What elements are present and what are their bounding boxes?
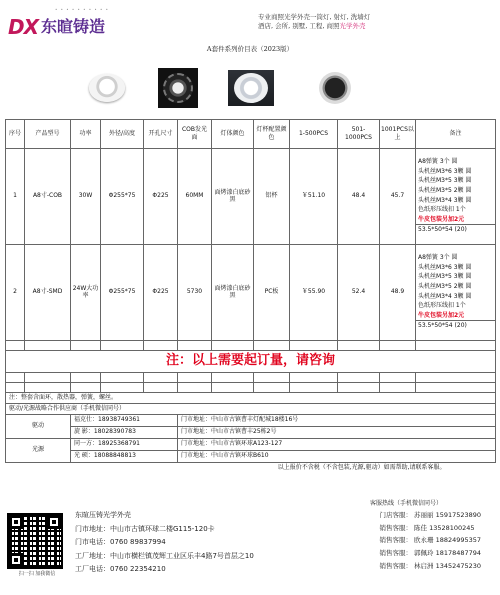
sales-phone: 15917523890 bbox=[435, 511, 482, 519]
row-power: 24W大功率 bbox=[71, 244, 101, 340]
row-power: 30W bbox=[71, 148, 101, 244]
row-cup-color: 铝杯 bbox=[254, 148, 290, 244]
sales-role: 销售客服： bbox=[379, 536, 412, 545]
sales-role: 门店客服： bbox=[379, 511, 412, 519]
hotline-title: 客服热线（手机微信同号） bbox=[370, 500, 443, 507]
table-row bbox=[6, 244, 496, 340]
driver-label: 驱动 bbox=[6, 414, 71, 438]
sales-contacts bbox=[370, 509, 498, 573]
sales-name: 陈佳 bbox=[414, 523, 427, 532]
price-note-row bbox=[6, 462, 496, 473]
sales-contact bbox=[370, 522, 498, 535]
row-body-color: 面烤漆白底砂黑 bbox=[212, 148, 254, 244]
header bbox=[0, 0, 500, 48]
sales-contact bbox=[370, 509, 498, 522]
row-notes bbox=[416, 148, 496, 244]
header-power: 功率 bbox=[71, 119, 101, 148]
row-price-1: ￥55.90 bbox=[290, 244, 338, 340]
header-cup-color: 灯杯配置颜色 bbox=[254, 119, 290, 148]
header-no: 序号 bbox=[6, 119, 25, 148]
sales-role: 销售客服： bbox=[379, 549, 412, 558]
partner-contact: 同一方：18925368791 bbox=[71, 438, 178, 450]
footnote-row bbox=[6, 392, 496, 403]
row-cutout: Φ225 bbox=[144, 244, 178, 340]
row-price-3: 45.7 bbox=[380, 148, 416, 244]
note-line: 头机丝M3*5 3颗 圆 bbox=[418, 273, 472, 281]
sales-phone: 13528100245 bbox=[429, 523, 475, 532]
empty-row bbox=[6, 382, 496, 392]
order-note-row bbox=[6, 350, 496, 372]
partner-row bbox=[6, 438, 496, 450]
wechat-qr-block bbox=[7, 508, 67, 588]
slogan-line-1: 专业商照光学外壳一筒灯, 射灯, 洗墙灯 bbox=[258, 13, 371, 21]
partner-contact: 光 硕：18088848813 bbox=[71, 450, 178, 462]
row-size: Φ255*75 bbox=[101, 148, 144, 244]
note-line: 头机丝M3*5 2颗 圆 bbox=[418, 282, 472, 290]
partner-contact: 旋 影：18028390783 bbox=[71, 426, 178, 438]
row-price-1: ￥51.10 bbox=[290, 148, 338, 244]
row-no: 2 bbox=[6, 244, 25, 340]
sales-phone: 13452475230 bbox=[435, 561, 482, 570]
partner-address: 门市地址：中山市古镇曹丰灯配城18楼16号 bbox=[178, 414, 496, 426]
sales-name: 欧永珊 bbox=[414, 536, 434, 545]
note-carton: 53.5*50*54 (20) bbox=[416, 320, 495, 331]
note-line: 色纸形压线扣 1个 bbox=[418, 302, 466, 310]
brand-logo bbox=[8, 12, 105, 42]
slogan-line-2-highlight: 光学外壳 bbox=[339, 22, 366, 31]
minimum-order-note: 注：以上需要起订量，请咨询 bbox=[6, 350, 496, 372]
note-packaging: 牛皮包装另加2元 bbox=[418, 215, 465, 223]
company-address: 门市地址：中山市古镇环球二楼G115-120卡 bbox=[75, 524, 215, 533]
light-source-label: 光源 bbox=[6, 438, 71, 462]
sales-name: 林启洲 bbox=[414, 561, 434, 570]
table-row bbox=[6, 148, 496, 244]
partner-row bbox=[6, 450, 496, 462]
price-tax-note: 以上报价不含税（不含包装,光源,驱动）如需帮助,请联系客服。 bbox=[277, 464, 446, 472]
slogan-line-2-text: 酒店, 会所, 别墅, 工程, 商照 bbox=[258, 22, 340, 31]
row-cutout: Φ225 bbox=[144, 148, 178, 244]
header-cutout: 开孔尺寸 bbox=[144, 119, 178, 148]
sales-phone: 18178487794 bbox=[435, 549, 482, 558]
logo-name: 东暄铸造 bbox=[41, 17, 106, 37]
downlight-black-image bbox=[158, 68, 198, 108]
header-model: 产品型号 bbox=[25, 119, 71, 148]
header-size: 外径/高度 bbox=[101, 119, 144, 148]
factory-address: 工厂地址：中山市横栏镇茂辉工业区乐丰4路7号首层之10 bbox=[75, 551, 254, 560]
partner-address: 门市地址：中山市古镇曹丰25栋2号 bbox=[178, 426, 496, 438]
header-cob: COB发光面 bbox=[178, 119, 212, 148]
package-footnote: 注：整套含面环，散热器，弹簧，螺丝。 bbox=[6, 392, 496, 403]
note-line: 色纸形压线扣 1个 bbox=[418, 206, 466, 214]
sales-role: 销售客服： bbox=[379, 523, 412, 532]
note-carton: 53.5*50*54 (20) bbox=[416, 224, 495, 235]
header-price-3: 1001PCS以上 bbox=[380, 119, 416, 148]
price-table bbox=[5, 57, 496, 473]
note-line: 头机丝M3*4 3颗 圆 bbox=[418, 196, 472, 204]
downlight-white-image bbox=[85, 70, 129, 106]
partner-row bbox=[6, 414, 496, 426]
partner-address: 门市地址：中山市古镇环球B610 bbox=[178, 450, 496, 462]
header-price-1: 1-500PCS bbox=[290, 119, 338, 148]
row-cob: 60MM bbox=[178, 148, 212, 244]
note-line: 头机丝M3*4 3颗 圆 bbox=[418, 292, 472, 300]
row-price-2: 48.4 bbox=[338, 148, 380, 244]
slogan-line-2 bbox=[258, 22, 458, 31]
company-phone: 门市电话：0760 89837994 bbox=[75, 538, 166, 547]
empty-row bbox=[6, 340, 496, 350]
partners-title: 驱动/光源战略合作供应商（手机微信同号） bbox=[6, 403, 496, 414]
sales-role: 销售客服： bbox=[379, 561, 412, 570]
logo-mark: DX bbox=[8, 15, 39, 39]
table-header-row bbox=[6, 119, 496, 148]
partner-row bbox=[6, 426, 496, 438]
sales-contact bbox=[370, 560, 498, 573]
company-info bbox=[75, 509, 295, 577]
note-line: A8弹簧 3个 圆 bbox=[418, 254, 458, 262]
partner-contact: 福克仕：18938749361 bbox=[71, 414, 178, 426]
note-line: 头机丝M3*5 2颗 圆 bbox=[418, 186, 472, 194]
row-size: Φ255*75 bbox=[101, 244, 144, 340]
row-price-2: 52.4 bbox=[338, 244, 380, 340]
row-no: 1 bbox=[6, 148, 25, 244]
downlight-silver-image bbox=[228, 70, 274, 106]
partner-address: 门市地址：中山市古镇环球A123-127 bbox=[178, 438, 496, 450]
company-name: 东暄压铸光学外壳 bbox=[75, 511, 131, 519]
sales-name: 苏丽丽 bbox=[414, 511, 434, 519]
row-price-3: 48.9 bbox=[380, 244, 416, 340]
document-title: A套件系列价目表（2023版） bbox=[206, 45, 294, 53]
sales-phone: 18824995357 bbox=[435, 536, 482, 545]
header-notes: 备注 bbox=[416, 119, 496, 148]
brand-slogan bbox=[258, 13, 458, 32]
sales-contact bbox=[370, 547, 498, 560]
empty-row bbox=[6, 372, 496, 382]
row-cob: 5730 bbox=[178, 244, 212, 340]
sales-name: 郭佩玲 bbox=[414, 549, 434, 558]
row-model: A8寸-SMD bbox=[25, 244, 71, 340]
downlight-honeycomb-image bbox=[317, 68, 353, 108]
logo-tagline-dots: • • • • • • • • • • bbox=[55, 7, 110, 12]
note-line: 头机丝M3*6 3颗 圆 bbox=[418, 263, 472, 271]
note-line: 头机丝M3*6 3颗 圆 bbox=[418, 167, 472, 175]
factory-phone: 工厂电话：0760 22354210 bbox=[75, 565, 166, 574]
header-price-2: 501-1000PCS bbox=[338, 119, 380, 148]
qr-caption: 扫一扫 加我微信 bbox=[18, 571, 56, 577]
product-image-row bbox=[6, 57, 496, 119]
sales-contact bbox=[370, 534, 498, 547]
row-cup-color: PC板 bbox=[254, 244, 290, 340]
qr-code-icon bbox=[7, 513, 63, 569]
row-body-color: 面烤漆白底砂黑 bbox=[212, 244, 254, 340]
partners-title-row bbox=[6, 403, 496, 414]
row-model: A8寸-COB bbox=[25, 148, 71, 244]
note-line: 头机丝M3*5 3颗 圆 bbox=[418, 177, 472, 185]
row-notes bbox=[416, 244, 496, 340]
header-body-color: 灯体颜色 bbox=[212, 119, 254, 148]
note-packaging: 牛皮包装另加2元 bbox=[418, 311, 465, 319]
note-line: A8弹簧 3个 圆 bbox=[418, 158, 458, 166]
